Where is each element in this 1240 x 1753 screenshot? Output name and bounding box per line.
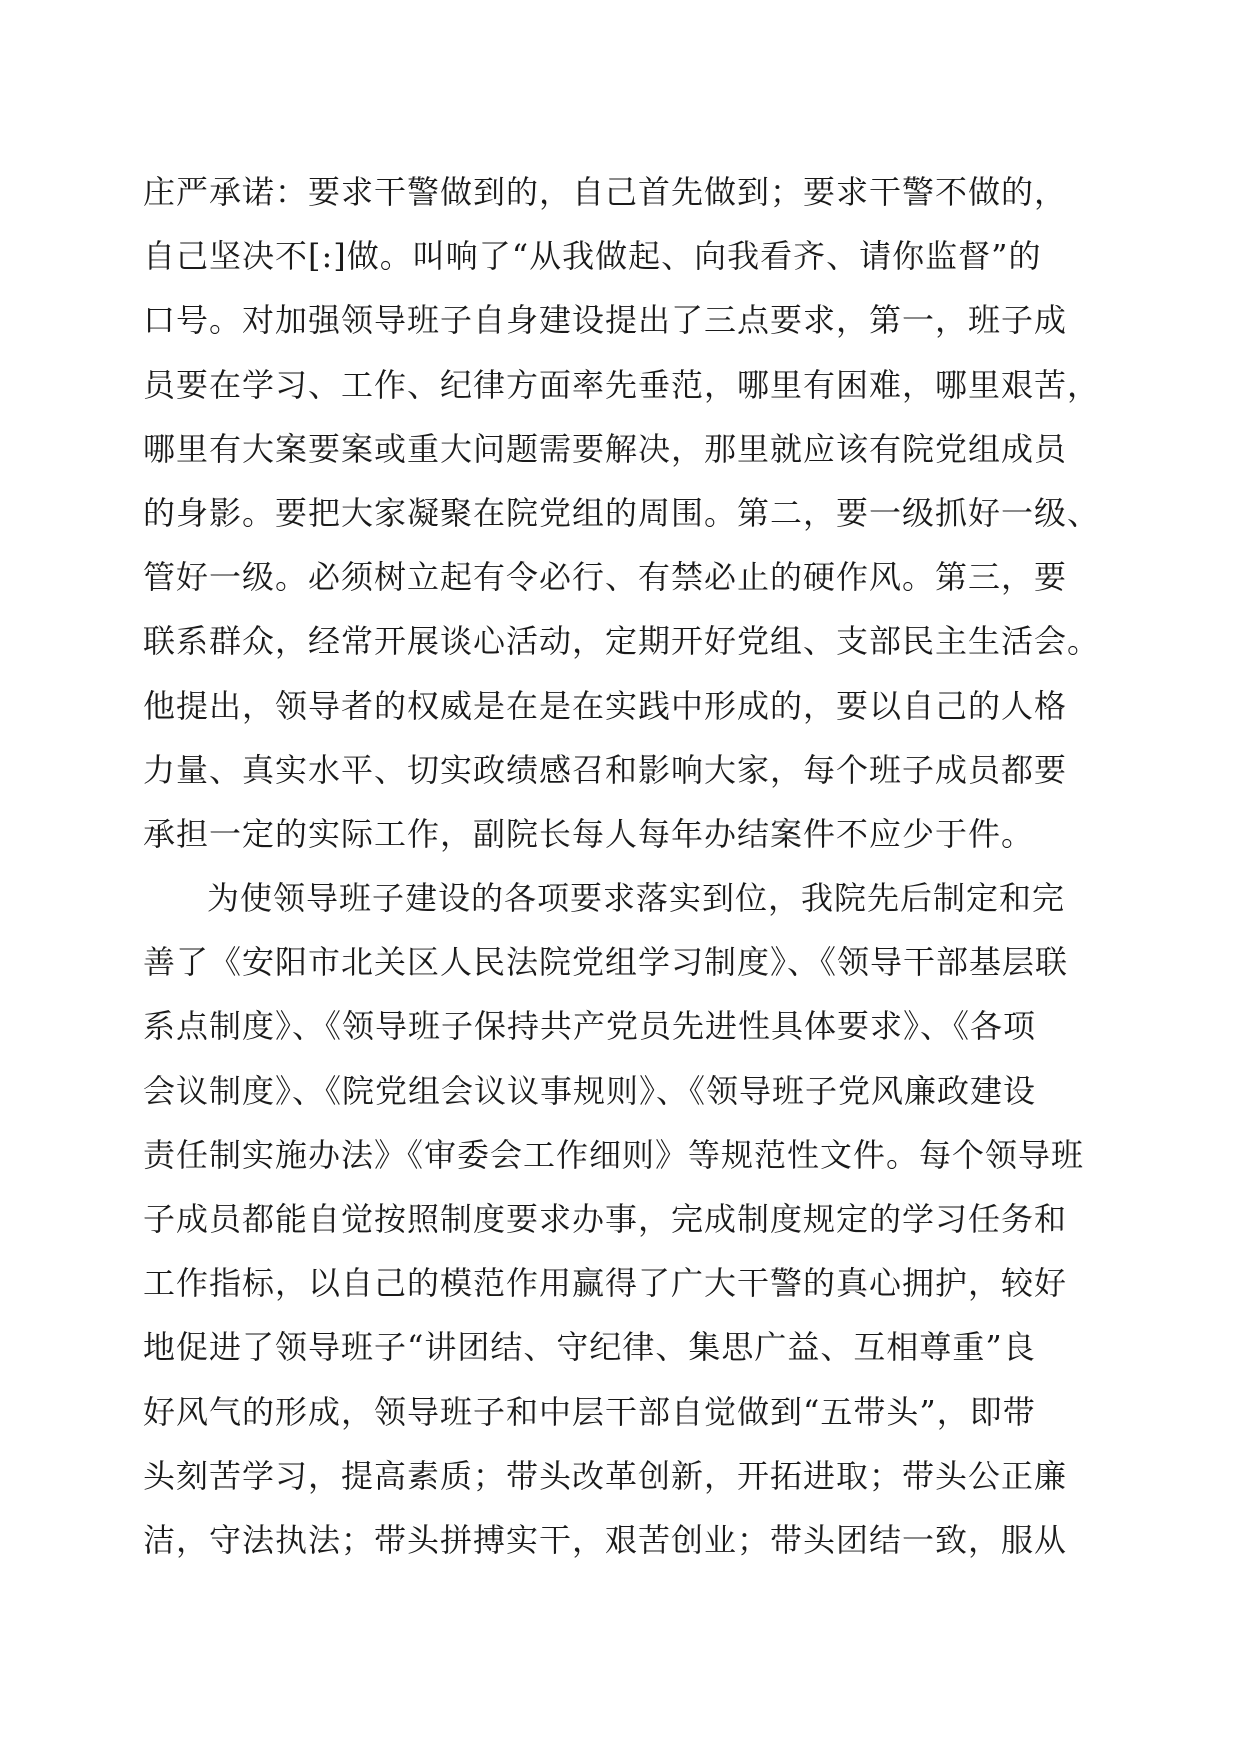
text-line: 地促进了领导班子“讲团结、守纪律、集思广益、互相尊重”良 (143, 1328, 1036, 1367)
paragraph-first-line: 为使领导班子建设的各项要求落实到位，我院先后制定和完 (207, 879, 1066, 918)
text-line: 自己坚决不[:]做。叫响了“从我做起、向我看齐、请你监督”的 (143, 237, 1042, 276)
text-line: 工作指标，以自己的模范作用赢得了广大干警的真心拥护，较好 (143, 1264, 1068, 1303)
text-line: 承担一定的实际工作，副院长每人每年办结案件不应少于件。 (143, 814, 1035, 853)
text-line: 管好一级。必须树立起有令必行、有禁必止的硬作风。第三，要 (143, 558, 1068, 597)
text-line: 头刻苦学习，提高素质；带头改革创新，开拓进取；带头公正廉 (143, 1456, 1068, 1495)
text-line: 善了《安阳市北关区人民法院党组学习制度》、《领导干部基层联 (143, 943, 1069, 982)
text-line: 责任制实施办法》《审委会工作细则》等规范性文件。每个领导班 (143, 1135, 1085, 1174)
text-line: 力量、真实水平、切实政绩感召和影响大家，每个班子成员都要 (143, 750, 1068, 789)
text-line: 他提出，领导者的权威是在是在实践中形成的，要以自己的人格 (143, 686, 1068, 725)
text-line: 庄严承诺：要求干警做到的，自己首先做到；要求干警不做的， (143, 173, 1068, 211)
text-line: 会议制度》、《院党组会议议事规则》、《领导班子党风廉政建设 (143, 1071, 1037, 1110)
body-text (143, 160, 1143, 1572)
text-line: 口号。对加强领导班子自身建设提出了三点要求，第一，班子成 (143, 301, 1068, 340)
text-line: 系点制度》、《领导班子保持共产党员先进性具体要求》、《各项 (143, 1007, 1037, 1046)
text-line: 联系群众，经常开展谈心活动，定期开好党组、支部民主生活会。 (143, 622, 1101, 661)
text-line: 的身影。要把大家凝聚在院党组的周围。第二，要一级抓好一级、 (143, 493, 1101, 532)
text-line: 员要在学习、工作、纪律方面率先垂范，哪里有困难，哪里艰苦， (143, 365, 1101, 404)
text-line: 好风气的形成，领导班子和中层干部自觉做到“五带头”，即带 (143, 1392, 1036, 1431)
text-line: 洁，守法执法；带头拼搏实干，艰苦创业；带头团结一致，服从 (143, 1520, 1068, 1559)
text-line: 哪里有大案要案或重大问题需要解决，那里就应该有院党组成员 (143, 429, 1068, 468)
text-line: 子成员都能自觉按照制度要求办事，完成制度规定的学习任务和 (143, 1200, 1068, 1238)
